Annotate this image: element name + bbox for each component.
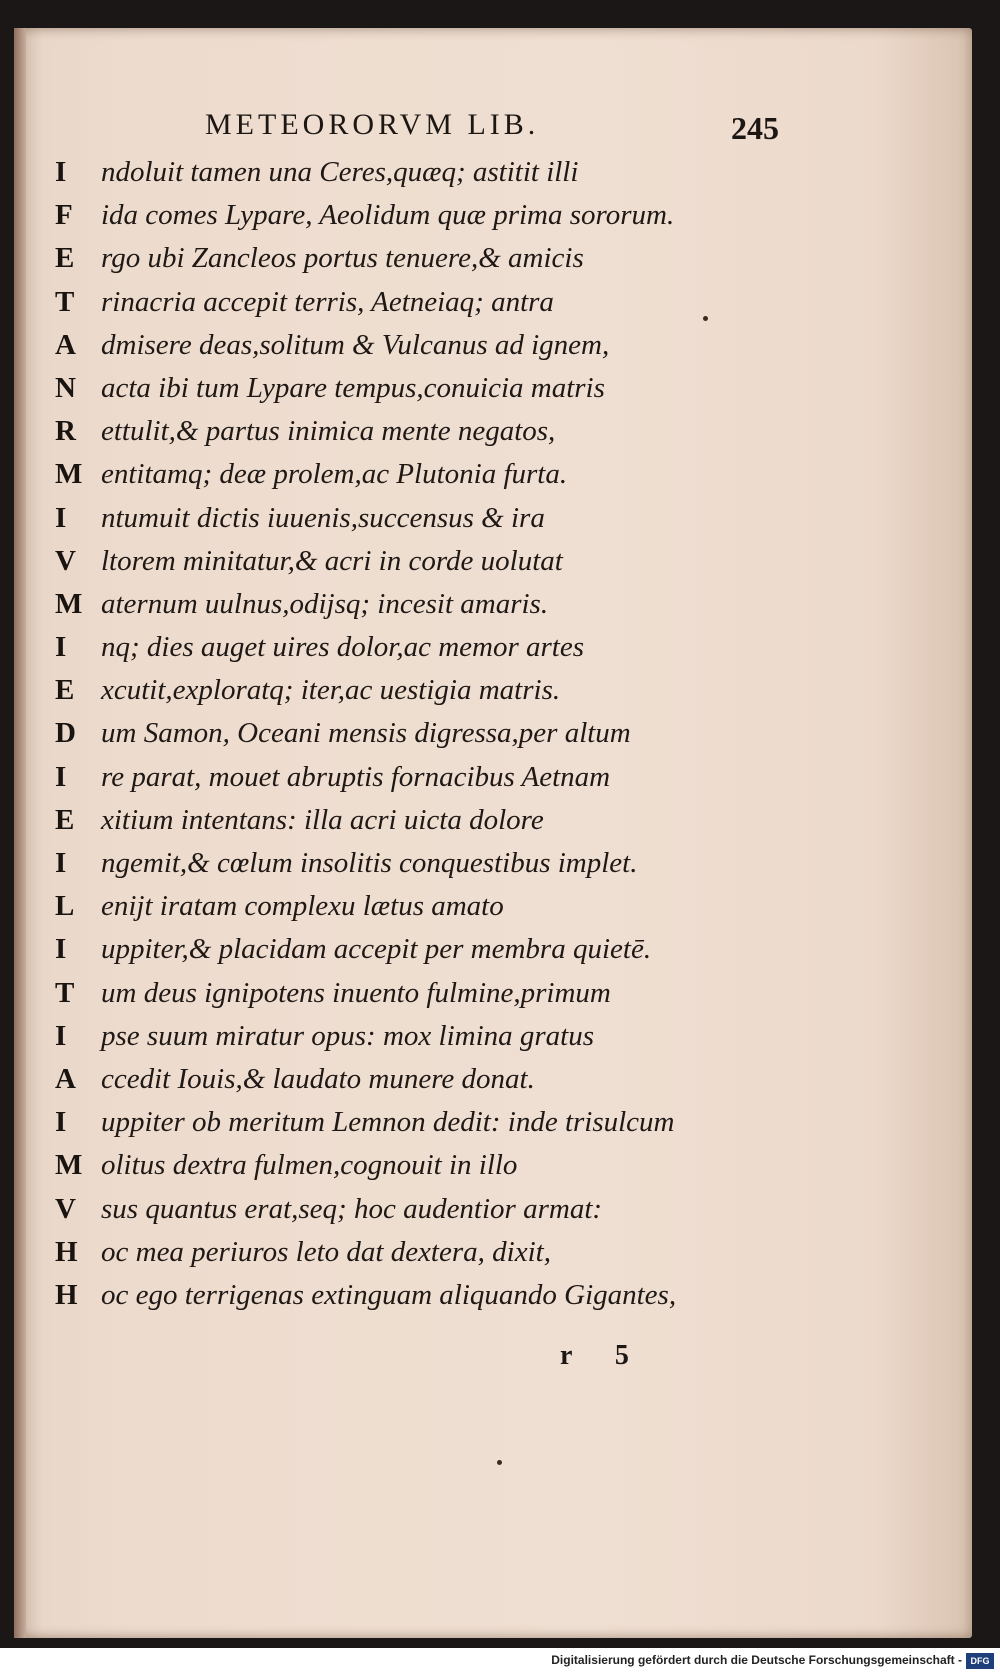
verse-line bbox=[55, 1149, 855, 1192]
verse-initial: I bbox=[55, 760, 67, 793]
verse-initial: I bbox=[55, 933, 67, 966]
verse-initial: I bbox=[55, 501, 67, 534]
verse-initial: V bbox=[55, 544, 76, 577]
verse-line bbox=[55, 717, 855, 760]
verse-text: pse suum miratur opus: mox limina gratus bbox=[101, 1019, 595, 1052]
verse-text: ntumuit dictis iuuenis,succensus & ira bbox=[101, 501, 545, 534]
footer-bar bbox=[0, 1648, 1000, 1676]
verse-initial: I bbox=[55, 156, 67, 188]
verse-initial: T bbox=[55, 285, 75, 318]
verse-line bbox=[55, 1279, 855, 1322]
page-header bbox=[0, 108, 1000, 148]
verse-text: nq; dies auget uires dolor,ac memor artes bbox=[101, 631, 585, 664]
verse-line bbox=[55, 502, 855, 545]
verse-initial: D bbox=[55, 717, 76, 750]
running-title: METEORORVM LIB. bbox=[205, 108, 540, 141]
verse-line bbox=[55, 761, 855, 804]
verse-block bbox=[55, 156, 855, 1322]
verse-initial: F bbox=[55, 199, 73, 232]
verse-line bbox=[55, 329, 855, 372]
verse-text: um Samon, Oceani mensis digressa,per altum bbox=[101, 717, 631, 750]
verse-line bbox=[55, 458, 855, 501]
verse-line bbox=[55, 156, 855, 199]
verse-line bbox=[55, 372, 855, 415]
verse-text: rinacria accepit terris, Aetneiaq; antra bbox=[101, 285, 554, 318]
verse-line bbox=[55, 415, 855, 458]
verse-initial: M bbox=[55, 587, 83, 620]
verse-line bbox=[55, 286, 855, 329]
verse-line bbox=[55, 1236, 855, 1279]
verse-text: re parat, mouet abruptis fornacibus Aetnam bbox=[101, 760, 611, 793]
verse-initial: H bbox=[55, 1235, 78, 1268]
ink-speck bbox=[497, 1460, 502, 1465]
verse-line bbox=[55, 242, 855, 285]
verse-initial: A bbox=[55, 328, 76, 361]
verse-initial: E bbox=[55, 674, 75, 707]
verse-initial: H bbox=[55, 1278, 78, 1311]
verse-initial: R bbox=[55, 415, 76, 448]
verse-initial: T bbox=[55, 976, 75, 1009]
verse-text: uppiter ob meritum Lemnon dedit: inde trisulcum bbox=[101, 1106, 675, 1139]
verse-line bbox=[55, 199, 855, 242]
verse-line bbox=[55, 674, 855, 717]
verse-text: oc ego terrigenas extinguam aliquando Gigantes, bbox=[101, 1278, 677, 1311]
verse-text: olitus dextra fulmen,cognouit in illo bbox=[101, 1149, 518, 1182]
verse-line bbox=[55, 1193, 855, 1236]
verse-text: xcutit,exploratq; iter,ac uestigia matris. bbox=[101, 674, 561, 707]
verse-initial: L bbox=[55, 890, 75, 923]
signature-mark: r 5 bbox=[560, 1340, 647, 1371]
verse-initial: N bbox=[55, 371, 76, 404]
verse-line bbox=[55, 631, 855, 674]
verse-text: aternum uulnus,odijsq; incesit amaris. bbox=[101, 587, 549, 620]
verse-initial: M bbox=[55, 1149, 83, 1182]
verse-line bbox=[55, 890, 855, 933]
verse-text: enijt iratam complexu lætus amato bbox=[101, 890, 504, 923]
verse-text: sus quantus erat,seq; hoc audentior armat: bbox=[101, 1192, 603, 1225]
verse-text: ettulit,& partus inimica mente negatos, bbox=[101, 415, 556, 448]
verse-initial: V bbox=[55, 1192, 76, 1225]
verse-text: ccedit Iouis,& laudato munere donat. bbox=[101, 1062, 535, 1095]
verse-line bbox=[55, 847, 855, 890]
verse-text: xitium intentans: illa acri uicta dolore bbox=[101, 803, 544, 836]
verse-text: acta ibi tum Lypare tempus,conuicia matris bbox=[101, 371, 605, 404]
verse-text: uppiter,& placidam accepit per membra quietē. bbox=[101, 933, 652, 966]
verse-line bbox=[55, 1063, 855, 1106]
ink-speck bbox=[703, 316, 708, 321]
verse-line bbox=[55, 588, 855, 631]
page-number: 245 bbox=[731, 110, 779, 146]
verse-text: ida comes Lypare, Aeolidum quæ prima sororum. bbox=[101, 199, 675, 232]
verse-initial: E bbox=[55, 242, 75, 275]
verse-line bbox=[55, 804, 855, 847]
verse-text: dmisere deas,solitum & Vulcanus ad ignem, bbox=[101, 328, 610, 361]
verse-line bbox=[55, 545, 855, 588]
verse-text: ngemit,& cœlum insolitis conquestibus implet. bbox=[101, 847, 638, 879]
verse-initial: I bbox=[55, 847, 67, 879]
verse-initial: E bbox=[55, 803, 75, 836]
verse-initial: I bbox=[55, 631, 67, 664]
book-spine-shadow bbox=[14, 28, 26, 1638]
verse-text: ndoluit tamen una Ceres,quæq; astitit illi bbox=[101, 156, 579, 188]
verse-text: ltorem minitatur,& acri in corde uolutat bbox=[101, 544, 563, 577]
verse-text: rgo ubi Zancleos portus tenuere,& amicis bbox=[101, 242, 584, 275]
dfg-logo: DFG bbox=[966, 1653, 994, 1669]
verse-text: oc mea periuros leto dat dextera, dixit, bbox=[101, 1235, 551, 1268]
verse-line bbox=[55, 1020, 855, 1063]
verse-initial: I bbox=[55, 1106, 67, 1139]
verse-initial: M bbox=[55, 458, 83, 491]
verse-line bbox=[55, 933, 855, 976]
digitization-credit: Digitalisierung gefördert durch die Deutsche Forschungsgemeinschaft - bbox=[551, 1653, 962, 1667]
verse-line bbox=[55, 977, 855, 1020]
verse-line bbox=[55, 1106, 855, 1149]
verse-text: entitamq; deæ prolem,ac Plutonia furta. bbox=[101, 458, 568, 491]
verse-initial: I bbox=[55, 1019, 67, 1052]
verse-initial: A bbox=[55, 1062, 76, 1095]
verse-text: um deus ignipotens inuento fulmine,primum bbox=[101, 976, 611, 1009]
